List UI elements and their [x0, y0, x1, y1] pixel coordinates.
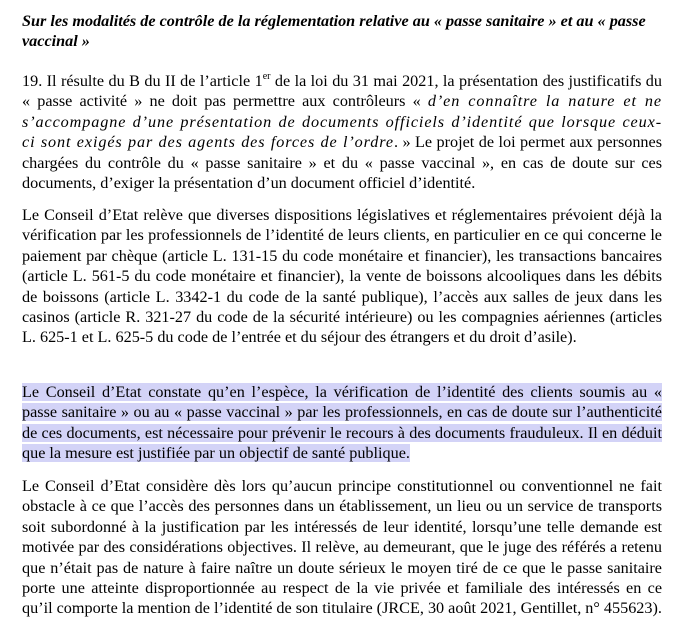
- paragraph-constitutional-conclusion: Le Conseil d’Etat considère dès lors qu’aucun principe constitutionnel ou conventionnel ne fait obstacle à ce que l’accès des personnes dans un établissement, un lieu ou un service de transports soit subordonné à la justification par les intéressés de leur identité, lorsqu’une telle demande est motivée par des considérations objectives. Il relève, au demeurant, que le juge des référés a retenu que n’était pas de nature à faire naître un doute sérieux le moyen tiré de ce que le passe sanitaire porte une atteinte disproportionnée au respect de la vie privée et familiale des intéressés en ce qu’il comporte la mention de l’identité de son titulaire (JRCE, 30 août 2021, Gentillet, n° 455623).: [22, 477, 662, 618]
- highlighted-paragraph: [22, 382, 662, 464]
- paragraph-19-start: 19. Il résulte du B du II de l’article 1: [22, 72, 263, 90]
- paragraph-identity-verification-examples: Le Conseil d’Etat relève que diverses dispositions législatives et réglementaires prévoient déjà la vérification par les professionnels de l’identité de leurs clients, en particulier en ce qui concerne le paiement par chèque (article L. 131-15 du code monétaire et financier), les transactions bancaires (article L. 561-5 du code monétaire et financier), la vente de boissons alcooliques dans les débits de boissons (article L. 3342-1 du code de la santé publique), l’accès aux salles de jeux dans les casinos (article R. 321-27 du code de la sécurité intérieure) ou les compagnies aériennes (articles L. 625-1 et L. 625-5 du code de l’entrée et du séjour des étrangers et du droit d’asile).: [22, 206, 662, 347]
- ordinal-superscript: er: [262, 70, 271, 82]
- paragraph-19-end: . » Le projet de loi permet aux personnes chargées du contrôle du « passe sanitaire » et du « passe vaccinal », en cas de doute sur ces documents, d’exiger la présentation d’un document officiel d’identité.: [22, 133, 663, 193]
- section-title: Sur les modalités de contrôle de la réglementation relative au « passe sanitaire » et au « passe vaccinal »: [22, 12, 646, 50]
- paragraph-19: [22, 71, 662, 193]
- quoted-law-excerpt: d’en connaître la nature et ne s’accompagne d’une présentation de documents officiels d’identité que lorsque ceux-ci sont exigés par des agents des forces de l’ordre: [22, 92, 662, 152]
- highlight-selection[interactable]: Le Conseil d’Etat constate qu’en l’espèce, la vérification de l’identité des clients soumis au « passe sanitaire » ou au « passe vaccinal » par les professionnels, en cas de doute sur l’authenticité de ces documents, est nécessaire pour prévenir le recours à des documents frauduleux. Il en déduit que la mesure est justifiée par un objectif de santé publique.: [22, 383, 662, 463]
- paragraph-19-middle: de la loi du 31 mai 2021, la présentation des justificatifs du « passe activité » ne doit pas permettre aux contrôleurs «: [22, 72, 662, 111]
